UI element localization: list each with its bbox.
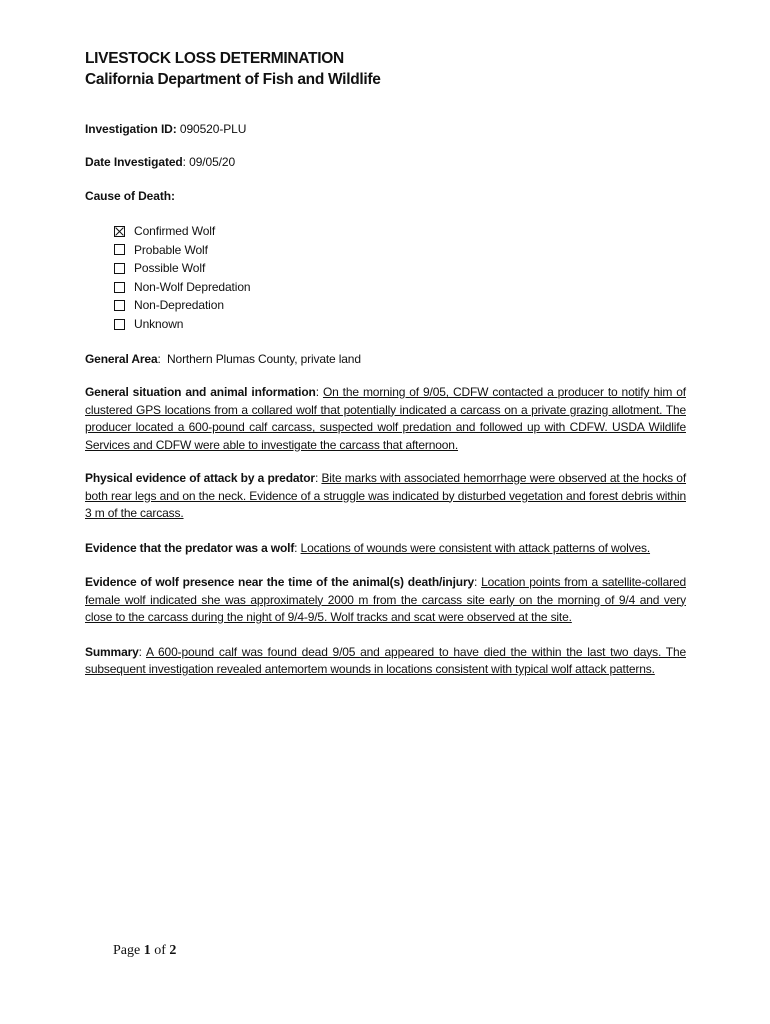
date-separator: : <box>182 155 186 169</box>
investigation-id-label: Investigation ID: <box>85 122 177 136</box>
wolf-presence-evidence-text: Location points from a satellite-collared female wolf indicated she was approximately 2000 m from the carcass site early on the morning of 9/4 and very close to the carcass during the night of 9/4-9/5. Wolf tracks and scat were observed at the site. <box>85 575 686 625</box>
cause-option-non-wolf-depredation <box>114 278 686 297</box>
investigation-id-value: 090520-PLU <box>179 122 247 136</box>
cause-option-label: Confirmed Wolf <box>134 224 216 238</box>
cause-option-possible-wolf <box>114 259 686 278</box>
physical-evidence-text: Bite marks with associated hemorrhage were observed at the hocks of both rear legs and on the neck. Evidence of a struggle was indicated by disturbed vegetation and forest debris within 3 m of the carcass. <box>85 471 687 521</box>
wolf-presence-evidence: Evidence of wolf presence near the time of the animal(s) death/injury: Location points from a satellite-collared female wolf indicated she was approximately 2000 m from the carcass site early on the morning of 9/4 and very close to the carcass during the night of 9/4-9/5. Wolf tracks and scat were observed at the site. <box>85 575 686 625</box>
wolf-presence-evidence-label: Evidence of wolf presence near the time of the animal(s) death/injury <box>85 575 475 590</box>
investigation-id <box>85 121 686 138</box>
agency-name: California Department of Fish and Wildlife <box>85 71 381 88</box>
checked-box-icon <box>114 226 125 237</box>
cause-of-death-checklist <box>114 222 686 334</box>
date-investigated-label: Date Investigated <box>85 155 183 169</box>
summary-label: Summary <box>85 644 139 659</box>
general-area-value: Northern Plumas County, private land <box>167 351 361 366</box>
page-word: Page <box>113 943 141 958</box>
predator-wolf-evidence: Evidence that the predator was a wolf: Locations of wounds were consistent with attack patterns of wolves. <box>85 540 651 555</box>
cause-option-label: Non-Depredation <box>134 298 224 313</box>
date-investigated <box>85 154 686 171</box>
checkbox-icon <box>114 319 125 330</box>
checkbox-icon <box>114 300 125 311</box>
date-investigated-value: 09/05/20 <box>189 155 236 169</box>
cause-of-death-label-text: Cause of Death: <box>85 189 175 203</box>
summary: Summary: A 600-pound calf was found dead 9/05 and appeared to have died the within the last two days. The subsequent investigation revealed antemortem wounds in locations consistent with typical wolf attack patterns. <box>85 644 686 677</box>
general-area: General Area: Northern Plumas County, private land <box>85 351 361 366</box>
page-current: 1 <box>143 943 151 958</box>
general-situation: General situation and animal information: On the morning of 9/05, CDFW contacted a producer to notify him of clustered GPS locations from a collared wolf that potentially indicated a carcass on a private grazing allotment. The producer located a 600-pound calf carcass, suspected wolf predation and followed up with CDFW. USDA Wildlife Services and CDFW were able to investigate the carcass that afternoon. <box>85 385 686 452</box>
physical-evidence: Physical evidence of attack by a predator: Bite marks with associated hemorrhage were observed at the hocks of both rear legs and on the neck. Evidence of a struggle was indicated by disturbed vegetation and forest debris within 3 m of the carcass. <box>85 471 687 521</box>
cause-option-unknown <box>114 315 686 334</box>
general-situation-text: On the morning of 9/05, CDFW contacted a producer to notify him of clustered GPS locations from a collared wolf that potentially indicated a carcass on a private grazing allotment. The producer located a 600-pound calf carcass, suspected wolf predation and followed up with CDFW. USDA Wildlife Services and CDFW were able to investigate the carcass that afternoon. <box>85 385 686 452</box>
cause-option-non-depredation <box>114 296 686 315</box>
cause-option-probable-wolf <box>114 241 686 260</box>
predator-wolf-evidence-text: Locations of wounds were consistent with attack patterns of wolves. <box>300 540 651 555</box>
cause-option-label: Non-Wolf Depredation <box>134 279 251 294</box>
predator-wolf-evidence-label: Evidence that the predator was a wolf <box>85 540 295 555</box>
general-situation-label: General situation and animal information <box>85 385 316 400</box>
checkbox-icon <box>114 244 125 255</box>
page-of: of <box>154 943 166 958</box>
cause-of-death-label <box>85 188 686 205</box>
checkbox-icon <box>114 263 125 274</box>
page-number <box>113 942 176 960</box>
cause-option-label: Probable Wolf <box>134 242 208 257</box>
cause-option-label: Unknown <box>134 316 184 331</box>
summary-text: A 600-pound calf was found dead 9/05 and appeared to have died the within the last two days. The subsequent investigation revealed antemortem wounds in locations consistent with typical wolf attack patterns. <box>85 644 686 677</box>
checkbox-icon <box>114 282 125 293</box>
document-title: LIVESTOCK LOSS DETERMINATION <box>85 50 344 67</box>
document-page <box>85 48 686 679</box>
cause-option-label: Possible Wolf <box>134 261 206 276</box>
physical-evidence-label: Physical evidence of attack by a predator <box>85 471 315 486</box>
page-total: 2 <box>169 943 177 958</box>
cause-option-confirmed-wolf <box>114 222 686 241</box>
general-area-label: General Area <box>85 351 158 366</box>
